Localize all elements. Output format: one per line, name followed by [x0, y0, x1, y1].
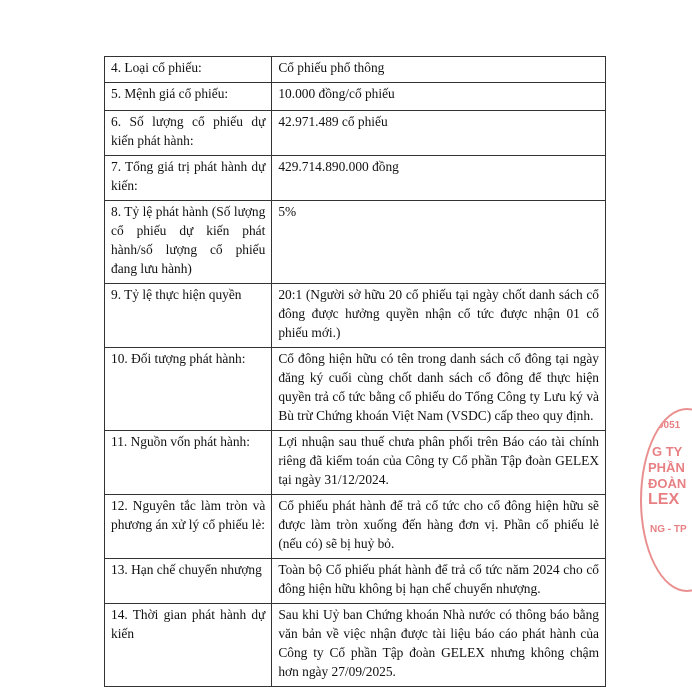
table-row [105, 201, 606, 284]
row-label: 7. Tổng giá trị phát hành dự kiến: [105, 156, 272, 201]
row-value: Cổ phiếu phổ thông [272, 57, 606, 83]
row-label: 8. Tỷ lệ phát hành (Số lượng cổ phiếu dự kiến phát hành/số lượng cổ phiếu đang lưu hành) [105, 201, 272, 284]
row-value: Cổ phiếu phát hành để trả cổ tức cho cổ đông hiện hữu sẽ được làm tròn xuống đến hàng đơn vị. Phần cổ phiếu lẻ (nếu có) sẽ bị huỷ bỏ. [272, 495, 606, 559]
row-value: 42.971.489 cổ phiếu [272, 111, 606, 156]
table-row [105, 111, 606, 156]
row-value: Cổ đông hiện hữu có tên trong danh sách cổ đông tại ngày đăng ký cuối cùng chốt danh sách cổ đông để thực hiện quyền trả cổ tức bằng cổ phiếu do Tổng Công ty Lưu ký và Bù trừ Chứng khoán Việt Nam (VSDC) cấp theo quy định. [272, 348, 606, 431]
row-label: 14. Thời gian phát hành dự kiến [105, 604, 272, 687]
table-row [105, 431, 606, 495]
row-value: Sau khi Uỷ ban Chứng khoán Nhà nước có thông báo bằng văn bản về việc nhận được tài liệu báo cáo phát hành của Công ty Cổ phần Tập đoàn GELEX nhưng không chậm hơn ngày 27/09/2025. [272, 604, 606, 687]
table-row [105, 604, 606, 687]
stamp-text: ĐOÀN [648, 476, 687, 491]
row-value: 20:1 (Người sở hữu 20 cổ phiếu tại ngày chốt danh sách cổ đông được hưởng quyền nhận cổ tức được nhận 01 cổ phiếu mới.) [272, 284, 606, 348]
row-label: 9. Tỷ lệ thực hiện quyền [105, 284, 272, 348]
row-value: Lợi nhuận sau thuế chưa phân phối trên Báo cáo tài chính riêng đã kiểm toán của Công ty Cổ phần Tập đoàn GELEX tại ngày 31/12/2024. [272, 431, 606, 495]
stamp-text: NG - TP [650, 524, 687, 535]
row-label: 10. Đối tượng phát hành: [105, 348, 272, 431]
row-value: 10.000 đồng/cổ phiếu [272, 83, 606, 111]
table-row [105, 284, 606, 348]
table-row [105, 57, 606, 83]
table-row [105, 156, 606, 201]
company-seal-stamp [640, 408, 692, 592]
row-value: 5% [272, 201, 606, 284]
row-label: 5. Mệnh giá cổ phiếu: [105, 83, 272, 111]
table-row [105, 495, 606, 559]
table-row [105, 348, 606, 431]
row-value: 429.714.890.000 đồng [272, 156, 606, 201]
table-row [105, 83, 606, 111]
row-label: 12. Nguyên tắc làm tròn và phương án xử lý cổ phiếu lẻ: [105, 495, 272, 559]
table-row [105, 559, 606, 604]
row-label: 11. Nguồn vốn phát hành: [105, 431, 272, 495]
stamp-text: PHẦN [648, 460, 685, 475]
row-label: 4. Loại cổ phiếu: [105, 57, 272, 83]
row-label: 6. Số lượng cổ phiếu dự kiến phát hành: [105, 111, 272, 156]
row-value: Toàn bộ Cổ phiếu phát hành để trả cổ tức năm 2024 cho cổ đông hiện hữu không bị hạn chế chuyển nhượng. [272, 559, 606, 604]
issuance-details-table [104, 56, 606, 687]
row-label: 13. Hạn chế chuyển nhượng [105, 559, 272, 604]
stamp-text: 0051 [658, 420, 681, 431]
stamp-text: LEX [648, 491, 680, 508]
stamp-text: G TY [652, 444, 683, 459]
